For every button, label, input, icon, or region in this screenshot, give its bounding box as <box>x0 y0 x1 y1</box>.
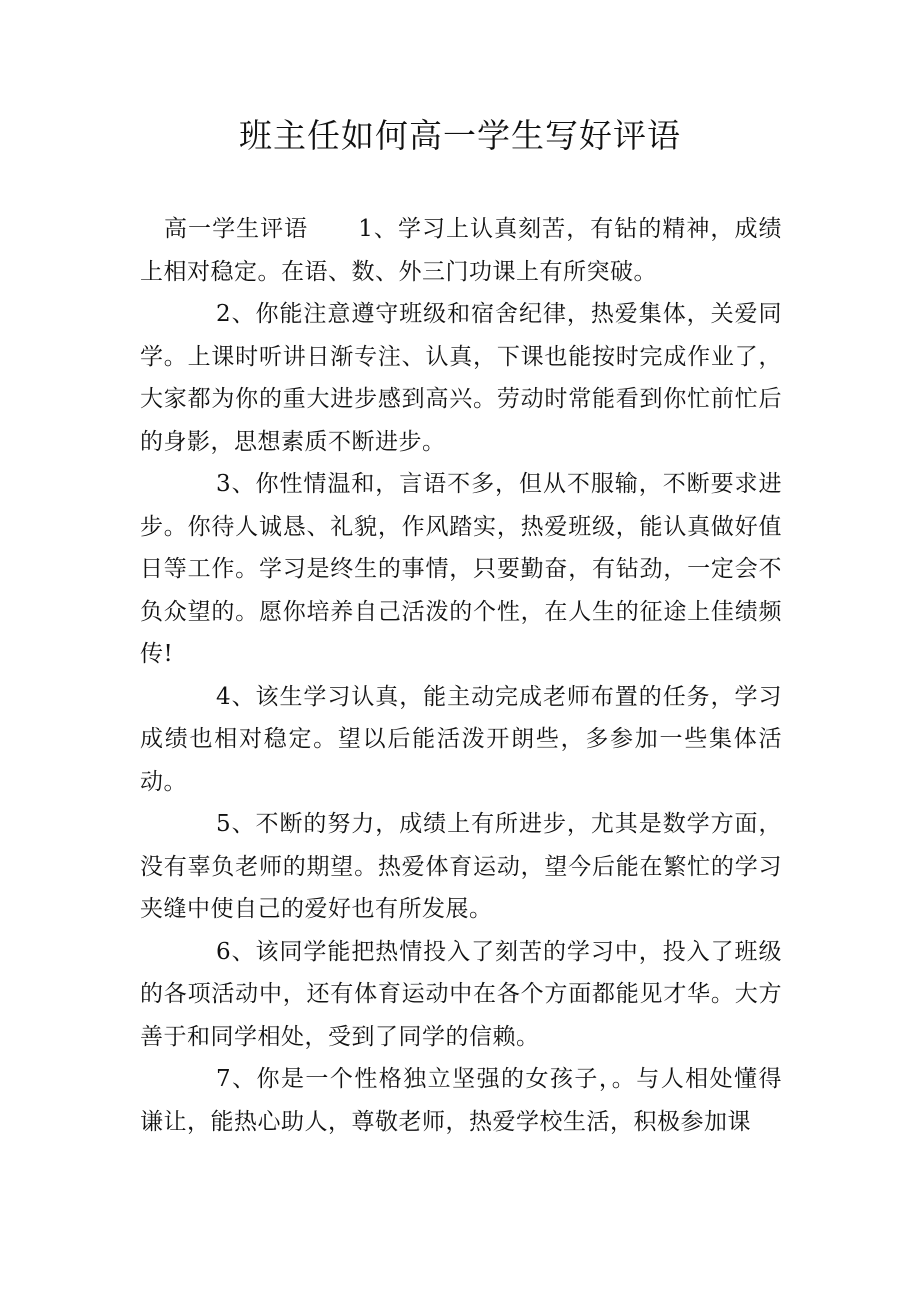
section-label: 高一学生评语 <box>164 216 309 242</box>
page-title: 班主任如何高一学生写好评语 <box>239 116 681 155</box>
paragraph-3: 3、你性情温和，言语不多，但从不服输，不断要求进步。你待人诚恳、礼貌，作风踏实，热爱班级，能认真做好值日等工作。学习是终生的事情，只要勤奋，有钻劲，一定会不负众望的。愿你培养自己活泼的个性，在人生的征途上佳绩频传! <box>140 471 782 667</box>
paragraph-1 <box>140 208 782 293</box>
paragraph-2: 2、你能注意遵守班级和宿舍纪律，热爱集体，关爱同学。上课时听讲日渐专注、认真，下课也能按时完成作业了，大家都为你的重大进步感到高兴。劳动时常能看到你忙前忙后的身影，思想素质不断进步。 <box>140 301 782 455</box>
paragraph-6: 6、该同学能把热情投入了刻苦的学习中，投入了班级的各项活动中，还有体育运动中在各个方面都能见才华。大方善于和同学相处，受到了同学的信赖。 <box>140 938 782 1050</box>
paragraph-7: 7、你是一个性格独立坚强的女孩子，。与人相处懂得谦让，能热心助人，尊敬老师，热爱学校生活，积极参加课 <box>140 1066 782 1135</box>
paragraph-5: 5、不断的努力，成绩上有所进步，尤其是数学方面，没有辜负老师的期望。热爱体育运动，望今后能在繁忙的学习夹缝中使自己的爱好也有所发展。 <box>140 811 782 922</box>
paragraph-text: 1、学习上认真刻苦，有钻的精神，成绩上相对稳定。在语、数、外三门功课上有所突破。 <box>140 216 783 285</box>
document-body <box>140 208 782 1143</box>
paragraph-4: 4、该生学习认真，能主动完成老师布置的任务，学习成绩也相对稳定。望以后能活泼开朗些，多参加一些集体活动。 <box>140 683 782 795</box>
